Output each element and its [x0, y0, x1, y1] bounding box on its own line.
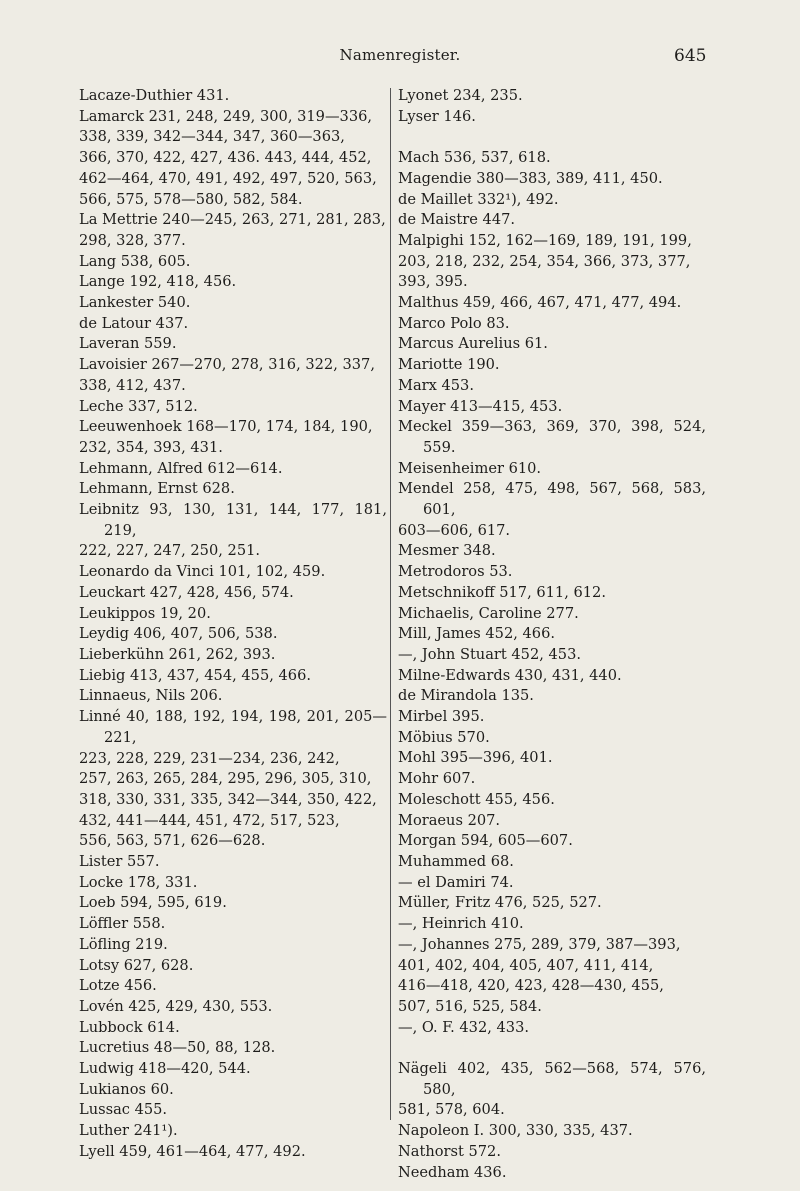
- index-entry-line: Mohl 395—396, 401.: [398, 749, 553, 767]
- index-entry: [398, 376, 706, 397]
- index-entry-line: Metrodoros 53.: [398, 563, 513, 581]
- index-entry-line: Lubbock 614.: [79, 1018, 180, 1036]
- index-entry: [79, 86, 387, 107]
- index-entry-line: Magendie 380—383, 389, 411, 450.: [398, 169, 663, 187]
- index-entry: [79, 1142, 387, 1163]
- index-entry: [398, 1121, 706, 1142]
- index-entry: [79, 252, 387, 273]
- index-entry: [79, 976, 387, 997]
- index-entry-line: Mendel 258, 475, 498, 567, 568, 583, 601,: [398, 480, 706, 519]
- index-entry-line: Moraeus 207.: [398, 811, 501, 829]
- index-entry-line: Lotsy 627, 628.: [79, 956, 194, 974]
- index-entry: [79, 956, 387, 977]
- index-entry: [398, 935, 706, 1018]
- index-entry: [398, 914, 706, 935]
- index-entry-line: Lankester 540.: [79, 294, 191, 312]
- index-entry-line: Lang 538, 605.: [79, 252, 191, 270]
- index-entry-line: —, John Stuart 452, 453.: [398, 645, 582, 663]
- index-entry: [398, 604, 706, 625]
- index-entry-line: 298, 328, 377.: [79, 231, 186, 249]
- index-entry-line: 416—418, 420, 423, 428—430, 455,: [398, 977, 664, 995]
- index-entry: [398, 1142, 706, 1163]
- index-entry: [398, 231, 706, 293]
- index-entry: [79, 417, 387, 458]
- page-number: 645: [674, 46, 707, 66]
- index-entry-line: de Mirandola 135.: [398, 687, 534, 705]
- index-entry-line: 338, 339, 342—344, 347, 360—363,: [79, 128, 345, 146]
- index-entry-line: Lyser 146.: [398, 107, 476, 125]
- index-entry: [398, 811, 706, 832]
- index-entry-line: Linnaeus, Nils 206.: [79, 687, 223, 705]
- index-entry: [398, 148, 706, 169]
- index-entry: [79, 107, 387, 211]
- index-entry: [398, 790, 706, 811]
- index-entry-line: Malthus 459, 466, 467, 471, 477, 494.: [398, 294, 682, 312]
- index-entry-line: Lovén 425, 429, 430, 553.: [79, 997, 273, 1015]
- index-entry: [79, 479, 387, 500]
- index-entry: [398, 107, 706, 128]
- index-entry-line: Leuckart 427, 428, 456, 574.: [79, 583, 294, 601]
- index-entry-line: Mach 536, 537, 618.: [398, 149, 551, 167]
- index-entry: [79, 397, 387, 418]
- index-column-right: [398, 86, 706, 1183]
- index-entry: [79, 334, 387, 355]
- index-entry: [79, 1038, 387, 1059]
- index-entry-line: 432, 441—444, 451, 472, 517, 523,: [79, 811, 340, 829]
- index-entry: [398, 831, 706, 852]
- index-entry: [79, 893, 387, 914]
- index-entry: [398, 417, 706, 458]
- index-entry-line: Lehmann, Ernst 628.: [79, 480, 235, 498]
- index-entry-line: Marx 453.: [398, 376, 474, 394]
- index-entry: [79, 1100, 387, 1121]
- index-entry: [398, 1163, 706, 1184]
- index-entry: [79, 1059, 387, 1080]
- index-entry: [398, 1018, 706, 1039]
- index-entry-line: Leche 337, 512.: [79, 397, 198, 415]
- index-entry-line: Lyell 459, 461—464, 477, 492.: [79, 1142, 306, 1160]
- index-entry: [398, 748, 706, 769]
- index-entry-line: Malpighi 152, 162—169, 189, 191, 199,: [398, 231, 692, 249]
- index-entry: [398, 893, 706, 914]
- section-gap: [398, 1038, 706, 1059]
- index-entry-line: Needham 436.: [398, 1163, 507, 1181]
- index-entry: [398, 190, 706, 211]
- index-entry: [398, 314, 706, 335]
- index-entry: [398, 86, 706, 107]
- index-entry-line: Leeuwenhoek 168—170, 174, 184, 190,: [79, 418, 373, 436]
- index-entry-line: Lehmann, Alfred 612—614.: [79, 459, 283, 477]
- index-entry: [398, 334, 706, 355]
- index-entry-line: 223, 228, 229, 231—234, 236, 242,: [79, 749, 340, 767]
- index-entry: [398, 728, 706, 749]
- index-entry-line: Mohr 607.: [398, 770, 476, 788]
- index-entry-line: Lieberkühn 261, 262, 393.: [79, 645, 276, 663]
- index-entry: [79, 666, 387, 687]
- column-divider: [390, 88, 391, 1120]
- index-entry-line: Lukianos 60.: [79, 1080, 174, 1098]
- index-entry: [79, 914, 387, 935]
- index-entry-line: de Maistre 447.: [398, 211, 516, 229]
- index-entry-line: 566, 575, 578—580, 582, 584.: [79, 190, 303, 208]
- index-entry-line: Löffler 558.: [79, 915, 166, 933]
- index-entry-line: 581, 578, 604.: [398, 1101, 505, 1119]
- index-entry: [79, 314, 387, 335]
- index-entry-line: Marco Polo 83.: [398, 314, 510, 332]
- index-entry-line: Leibnitz 93, 130, 131, 144, 177, 181, 219,: [79, 501, 387, 539]
- index-entry-line: 203, 218, 232, 254, 354, 366, 373, 377,: [398, 252, 691, 270]
- index-entry-line: 401, 402, 404, 405, 407, 411, 414,: [398, 956, 654, 974]
- index-entry-line: Löfling 219.: [79, 935, 168, 953]
- index-entry-line: Luther 241¹).: [79, 1122, 178, 1140]
- index-entry-line: Linné 40, 188, 192, 194, 198, 201, 205—221,: [79, 708, 387, 746]
- index-entry: [79, 604, 387, 625]
- index-entry-line: Marcus Aurelius 61.: [398, 335, 548, 353]
- section-gap: [398, 127, 706, 148]
- index-entry-line: —, Heinrich 410.: [398, 915, 524, 933]
- index-entry: [79, 707, 387, 852]
- index-entry-line: Muhammed 68.: [398, 853, 514, 870]
- index-entry: [398, 624, 706, 645]
- index-entry: [79, 562, 387, 583]
- index-entry-line: —, O. F. 432, 433.: [398, 1018, 530, 1036]
- index-entry: [398, 583, 706, 604]
- index-entry: [398, 459, 706, 480]
- index-entry: [79, 1080, 387, 1101]
- index-entry-line: —, Johannes 275, 289, 379, 387—393,: [398, 935, 681, 953]
- index-entry-line: Lange 192, 418, 456.: [79, 273, 237, 291]
- index-entry-line: Leukippos 19, 20.: [79, 604, 211, 622]
- index-entry-line: 603—606, 617.: [398, 521, 511, 539]
- index-entry-line: Mirbel 395.: [398, 708, 485, 726]
- index-entry-line: Meckel 359—363, 369, 370, 398, 524, 559.: [398, 418, 706, 456]
- index-entry: [79, 210, 387, 251]
- index-entry-line: 507, 516, 525, 584.: [398, 997, 542, 1015]
- index-entry-line: 462—464, 470, 491, 492, 497, 520, 563,: [79, 169, 377, 187]
- index-entry: [398, 769, 706, 790]
- index-entry-line: 257, 263, 265, 284, 295, 296, 305, 310,: [79, 770, 372, 788]
- index-entry-line: Lacaze-Duthier 431.: [79, 87, 230, 104]
- index-entry: [398, 1059, 706, 1121]
- index-entry: [398, 397, 706, 418]
- index-entry-line: La Mettrie 240—245, 263, 271, 281, 283,: [79, 211, 386, 229]
- index-entry-line: Lavoisier 267—270, 278, 316, 322, 337,: [79, 356, 375, 374]
- index-entry-line: Möbius 570.: [398, 728, 490, 746]
- index-entry-line: de Latour 437.: [79, 314, 189, 332]
- index-entry-line: Lyonet 234, 235.: [398, 87, 523, 104]
- index-entry: [79, 1018, 387, 1039]
- index-entry-line: Nägeli 402, 435, 562—568, 574, 576, 580,: [398, 1060, 706, 1098]
- index-entry-line: de Maillet 332¹), 492.: [398, 190, 559, 208]
- index-entry-line: — el Damiri 74.: [398, 873, 514, 891]
- index-entry: [79, 355, 387, 396]
- index-entry-line: Loeb 594, 595, 619.: [79, 894, 227, 912]
- page-title: Namenregister.: [339, 46, 461, 64]
- index-entry-line: 338, 412, 437.: [79, 376, 186, 394]
- index-entry: [398, 666, 706, 687]
- index-entry: [79, 459, 387, 480]
- index-entry: [79, 583, 387, 604]
- index-column-left: [79, 86, 387, 1163]
- index-entry: [398, 293, 706, 314]
- index-entry: [79, 624, 387, 645]
- index-entry-line: Morgan 594, 605—607.: [398, 832, 573, 850]
- index-entry: [79, 686, 387, 707]
- index-entry-line: Michaelis, Caroline 277.: [398, 604, 579, 622]
- index-entry-line: Leydig 406, 407, 506, 538.: [79, 625, 278, 643]
- index-entry: [79, 852, 387, 873]
- index-entry-line: 222, 227, 247, 250, 251.: [79, 542, 261, 560]
- index-entry-line: Lussac 455.: [79, 1101, 168, 1119]
- index-entry-line: Lotze 456.: [79, 977, 157, 995]
- index-entry-line: 393, 395.: [398, 273, 468, 291]
- index-entry-line: Laveran 559.: [79, 335, 177, 353]
- index-entry: [398, 645, 706, 666]
- index-entry-line: Ludwig 418—420, 544.: [79, 1060, 251, 1078]
- index-entry: [398, 169, 706, 190]
- index-entry: [398, 210, 706, 231]
- index-entry: [79, 935, 387, 956]
- index-entry: [398, 355, 706, 376]
- index-entry-line: Mesmer 348.: [398, 542, 496, 560]
- index-entry-line: Nathorst 572.: [398, 1142, 501, 1160]
- index-entry: [398, 686, 706, 707]
- index-entry: [398, 541, 706, 562]
- index-entry: [398, 873, 706, 894]
- index-entry-line: 556, 563, 571, 626—628.: [79, 832, 266, 850]
- index-entry-line: 232, 354, 393, 431.: [79, 438, 223, 456]
- index-entry-line: Leonardo da Vinci 101, 102, 459.: [79, 563, 326, 581]
- index-entry-line: Mayer 413—415, 453.: [398, 397, 563, 415]
- index-entry: [79, 873, 387, 894]
- index-entry-line: Locke 178, 331.: [79, 873, 198, 891]
- index-entry: [79, 1121, 387, 1142]
- index-entry: [79, 500, 387, 562]
- index-entry-line: Milne-Edwards 430, 431, 440.: [398, 666, 622, 684]
- index-entry-line: Lamarck 231, 248, 249, 300, 319—336,: [79, 107, 373, 125]
- index-entry-line: Müller, Fritz 476, 525, 527.: [398, 894, 602, 912]
- index-entry-line: Lister 557.: [79, 853, 160, 871]
- index-entry-line: Mariotte 190.: [398, 356, 500, 374]
- index-entry: [79, 293, 387, 314]
- index-entry-line: Mill, James 452, 466.: [398, 625, 556, 643]
- index-entry: [79, 645, 387, 666]
- index-entry-line: Metschnikoff 517, 611, 612.: [398, 583, 606, 601]
- index-entry: [79, 272, 387, 293]
- index-entry: [398, 852, 706, 873]
- index-entry-line: 366, 370, 422, 427, 436. 443, 444, 452,: [79, 149, 372, 167]
- index-entry-line: Moleschott 455, 456.: [398, 790, 555, 808]
- index-entry: [79, 997, 387, 1018]
- index-entry: [398, 707, 706, 728]
- index-entry: [398, 562, 706, 583]
- index-entry-line: Meisenheimer 610.: [398, 459, 542, 477]
- index-entry: [398, 479, 706, 541]
- index-entry-line: Lucretius 48—50, 88, 128.: [79, 1039, 276, 1057]
- index-entry-line: Napoleon I. 300, 330, 335, 437.: [398, 1122, 633, 1140]
- index-entry-line: Liebig 413, 437, 454, 455, 466.: [79, 666, 312, 684]
- index-entry-line: 318, 330, 331, 335, 342—344, 350, 422,: [79, 790, 377, 808]
